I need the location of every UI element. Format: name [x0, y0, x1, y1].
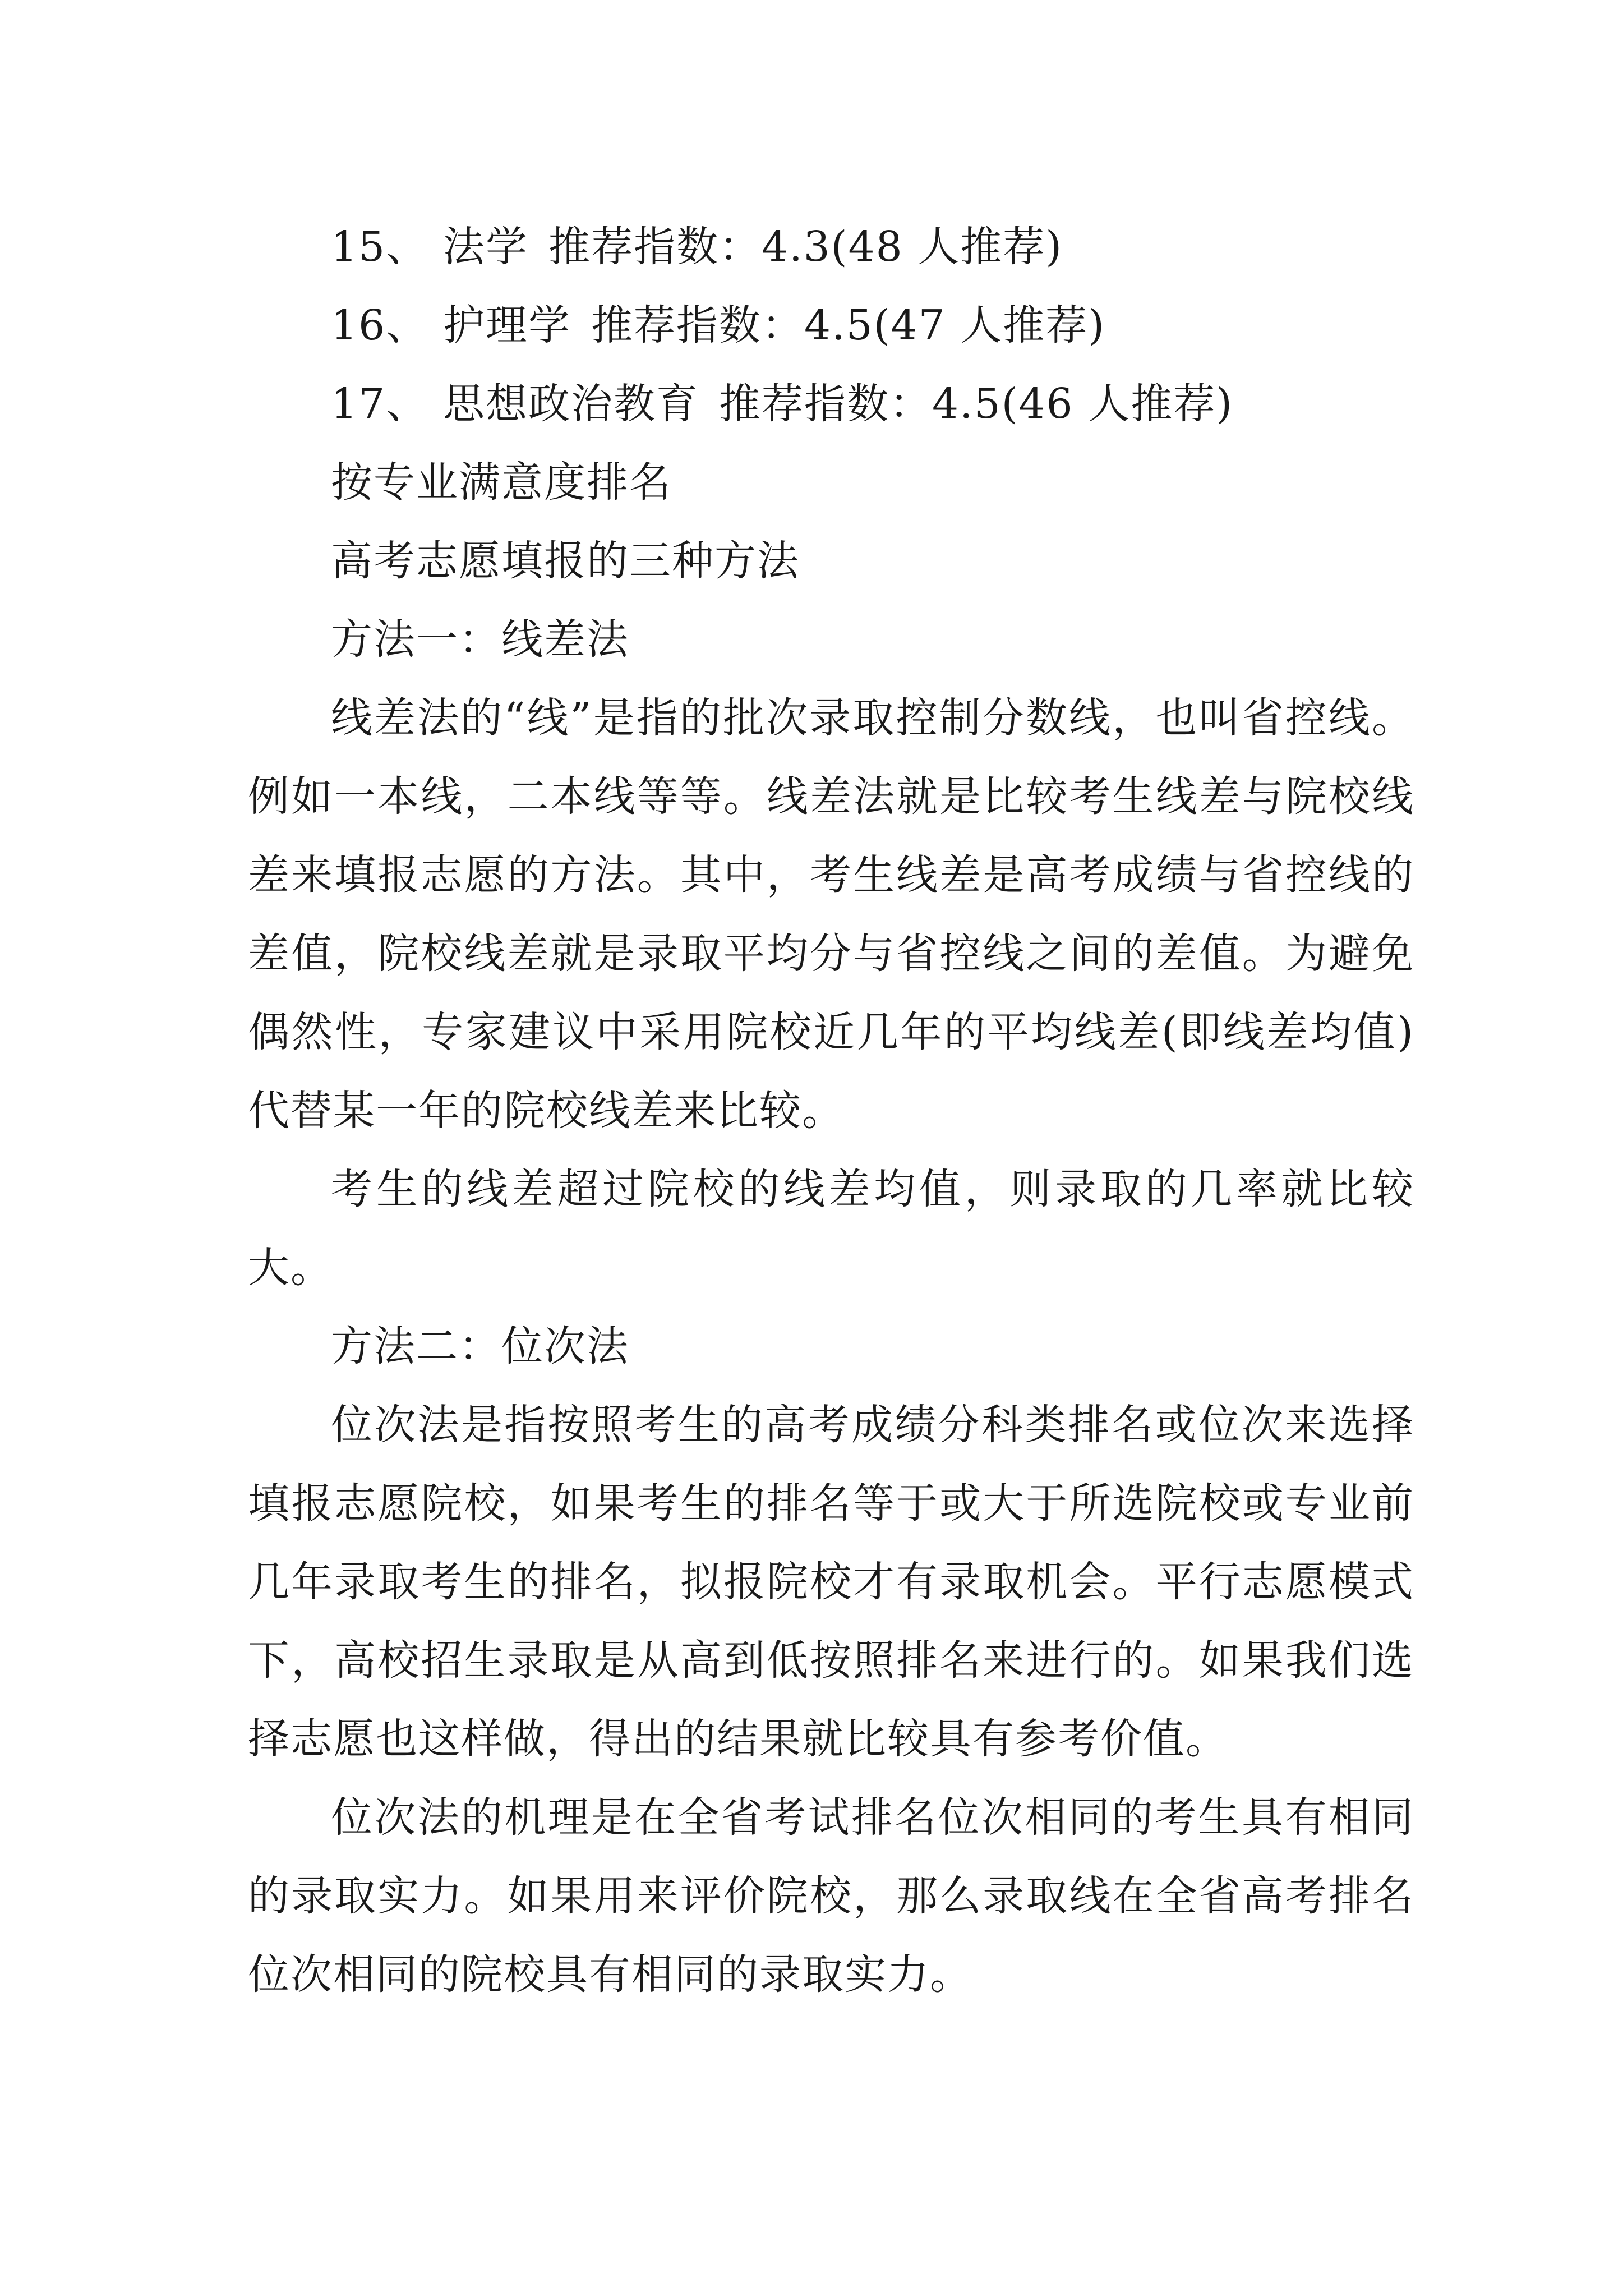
list-item-number: 16、 — [331, 301, 429, 349]
paragraph: 位次法是指按照考生的高考成绩分科类排名或位次来选择填报志愿院校，如果考生的排名等于或大于所选院校或专业前几年录取考生的排名，拟报院校才有录取机会。平行志愿模式下，高校招生录取是从高到低按照排名来进行的。如果我们选择志愿也这样做，得出的结果就比较具有参考价值。 — [248, 1401, 1414, 1763]
section-heading: 按专业满意度排名 — [331, 458, 672, 507]
method-heading: 方法二：位次法 — [331, 1322, 629, 1370]
list-item-info: 推荐指数：4.5(47 人推荐) — [591, 301, 1106, 349]
list-item-number: 15、 — [331, 223, 429, 271]
list-item-name: 思想政治教育 — [443, 380, 699, 428]
paragraph: 考生的线差超过院校的线差均值，则录取的几率就比较大。 — [248, 1165, 1414, 1292]
paragraph: 位次法的机理是在全省考试排名位次相同的考生具有相同的录取实力。如果用来评价院校，那么录取线在全省高考排名位次相同的院校具有相同的录取实力。 — [248, 1793, 1414, 1999]
list-item-name: 法学 — [443, 223, 528, 271]
paragraph: 线差法的“线”是指的批次录取控制分数线，也叫省控线。例如一本线，二本线等等。线差法就是比较考生线差与院校线差来填报志愿的方法。其中，考生线差是高考成绩与省控线的差值，院校线差就是录取平均分与省控线之间的差值。为避免偶然性，专家建议中采用院校近几年的平均线差(即线差均值)代替某一年的院校线差来比较。 — [248, 694, 1414, 1135]
list-item-info: 推荐指数：4.5(46 人推荐) — [719, 380, 1234, 428]
method-heading: 方法一：线差法 — [331, 615, 629, 664]
document-body — [248, 208, 1414, 2014]
list-item — [248, 365, 1414, 443]
list-item-name: 护理学 — [443, 301, 571, 349]
list-item-number: 17、 — [331, 380, 429, 428]
list-item-info: 推荐指数：4.3(48 人推荐) — [548, 223, 1063, 271]
list-item — [248, 208, 1414, 286]
list-item — [248, 286, 1414, 365]
section-heading: 高考志愿填报的三种方法 — [331, 537, 800, 585]
